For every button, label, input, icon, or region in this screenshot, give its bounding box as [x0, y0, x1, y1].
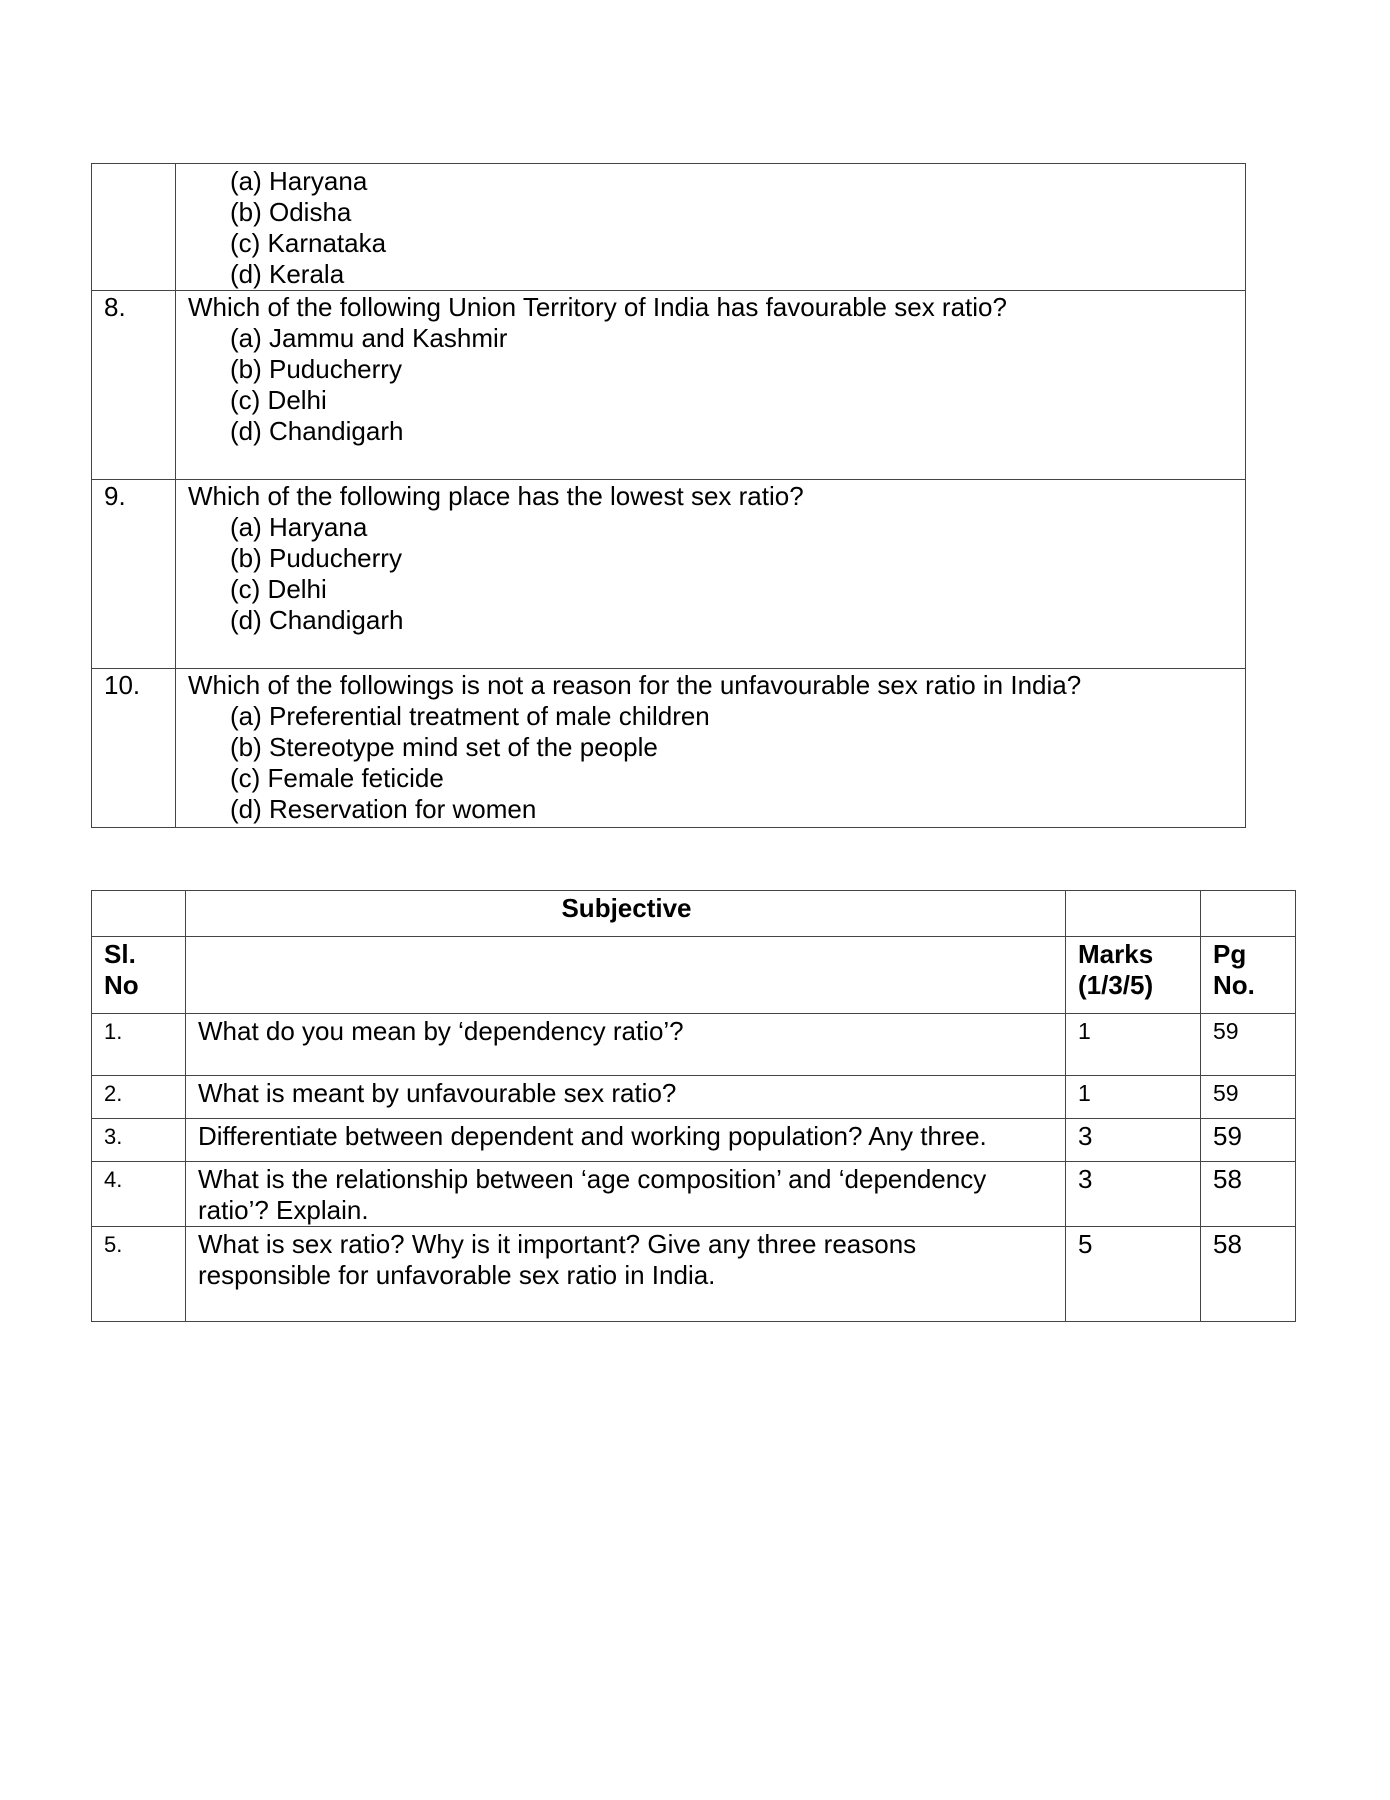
option: (c) Karnataka [230, 228, 387, 258]
header-question [186, 937, 1066, 1014]
question-cell [176, 480, 1246, 669]
options-list [230, 701, 1245, 825]
page-value: 58 [1201, 1227, 1296, 1322]
question-text: What is meant by unfavourable sex ratio? [186, 1076, 1066, 1119]
table-row [92, 164, 1246, 291]
options-list [230, 166, 1245, 290]
marks-value: 1 [1066, 1076, 1201, 1119]
table-row [92, 1227, 1296, 1322]
option: (b) Puducherry [230, 354, 402, 384]
question-text: Differentiate between dependent and working population? Any three. [186, 1119, 1066, 1162]
table-row [92, 1014, 1296, 1076]
option: (c) Delhi [230, 574, 327, 604]
question-number: 8. [92, 291, 176, 480]
table-row [92, 1076, 1296, 1119]
option: (d) Reservation for women [230, 794, 537, 824]
option: (d) Kerala [230, 259, 345, 289]
option: (a) Haryana [230, 166, 368, 196]
question-text: Which of the following Union Territory of India has favourable sex ratio? [188, 292, 1007, 322]
question-text: What is the relationship between ‘age composition’ and ‘dependency ratio’? Explain. [186, 1162, 1066, 1227]
page-value: 59 [1201, 1119, 1296, 1162]
section-title: Subjective [186, 891, 1066, 937]
option: (a) Haryana [230, 512, 368, 542]
question-number: 1. [92, 1014, 186, 1076]
marks-value: 5 [1066, 1227, 1201, 1322]
question-cell [176, 164, 1246, 291]
question-number: 4. [92, 1162, 186, 1227]
option: (a) Preferential treatment of male children [230, 701, 710, 731]
question-cell [176, 291, 1246, 480]
subjective-table [91, 890, 1296, 1322]
question-number: 5. [92, 1227, 186, 1322]
option: (c) Delhi [230, 385, 327, 415]
question-text: What do you mean by ‘dependency ratio’? [186, 1014, 1066, 1076]
marks-value: 3 [1066, 1119, 1201, 1162]
option: (b) Stereotype mind set of the people [230, 732, 658, 762]
empty-cell [92, 891, 186, 937]
question-text: Which of the following place has the lowest sex ratio? [188, 481, 804, 511]
question-number: 10. [92, 669, 176, 828]
page-value: 58 [1201, 1162, 1296, 1227]
header-pg-no: Pg No. [1201, 937, 1296, 1014]
header-marks: Marks (1/3/5) [1066, 937, 1201, 1014]
option: (a) Jammu and Kashmir [230, 323, 508, 353]
options-list [230, 323, 1245, 447]
option: (b) Puducherry [230, 543, 402, 573]
page-value: 59 [1201, 1014, 1296, 1076]
page-value: 59 [1201, 1076, 1296, 1119]
header-row [92, 937, 1296, 1014]
empty-cell [1201, 891, 1296, 937]
header-sl-no: Sl. No [92, 937, 186, 1014]
option: (d) Chandigarh [230, 416, 404, 446]
question-cell [176, 669, 1246, 828]
option: (b) Odisha [230, 197, 352, 227]
question-text: What is sex ratio? Why is it important? Give any three reasons responsible for unfavorable sex ratio in India. [186, 1227, 1066, 1322]
question-number: 3. [92, 1119, 186, 1162]
question-number [92, 164, 176, 291]
marks-value: 3 [1066, 1162, 1201, 1227]
option: (d) Chandigarh [230, 605, 404, 635]
question-number: 2. [92, 1076, 186, 1119]
table-row [92, 480, 1246, 669]
table-row [92, 1162, 1296, 1227]
option: (c) Female feticide [230, 763, 444, 793]
question-number: 9. [92, 480, 176, 669]
options-list [230, 512, 1245, 636]
table-row [92, 669, 1246, 828]
mcq-table [91, 163, 1246, 828]
table-row [92, 1119, 1296, 1162]
question-text: Which of the followings is not a reason for the unfavourable sex ratio in India? [188, 670, 1082, 700]
title-row [92, 891, 1296, 937]
table-row [92, 291, 1246, 480]
empty-cell [1066, 891, 1201, 937]
marks-value: 1 [1066, 1014, 1201, 1076]
